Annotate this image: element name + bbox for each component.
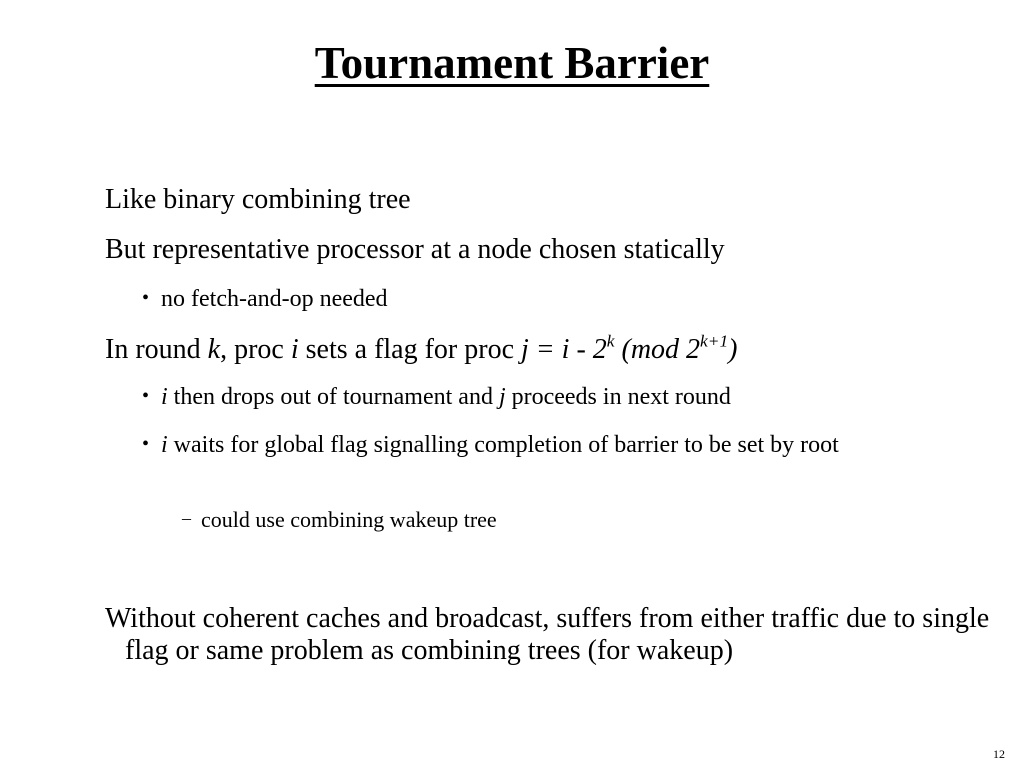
item-wakeup-tree-text: could use combining wakeup tree bbox=[201, 507, 497, 532]
item-drops-out bbox=[161, 382, 1001, 412]
bullet-marker: • bbox=[142, 287, 150, 309]
item-without-coherent-caches-text: Without coherent caches and broadcast, suffers from either traffic due to single flag or same problem as combining trees (for wakeup) bbox=[105, 603, 990, 666]
item-representative-processor bbox=[105, 234, 1000, 266]
item-no-fetch-and-op bbox=[161, 284, 1001, 314]
item-like-binary-tree bbox=[105, 184, 1000, 216]
round-k-exponent-k: k bbox=[606, 331, 615, 351]
round-k-mod: (mod 2 bbox=[614, 334, 701, 365]
round-k-text-1: In round bbox=[105, 334, 208, 365]
round-k-close-paren: ) bbox=[728, 334, 738, 365]
round-k-var-k: k bbox=[207, 334, 221, 365]
item-waits-global-flag bbox=[161, 430, 1001, 460]
waits-var-i: i bbox=[161, 432, 168, 458]
round-k-var-i: i bbox=[290, 334, 299, 365]
round-k-expression: j = i - 2 bbox=[521, 334, 607, 365]
bullet-marker: • bbox=[142, 385, 150, 407]
item-representative-processor-text: But representative processor at a node chosen statically bbox=[105, 234, 725, 265]
bullet-marker: • bbox=[142, 433, 150, 455]
waits-text: waits for global flag signalling completion of barrier to be set by root bbox=[167, 432, 839, 458]
item-no-fetch-and-op-text: no fetch-and-op needed bbox=[161, 286, 388, 312]
drops-out-var-j: j bbox=[498, 384, 506, 410]
item-without-coherent-caches bbox=[105, 603, 1005, 667]
drops-out-text-2: proceeds in next round bbox=[505, 384, 731, 410]
slide-title bbox=[0, 36, 1024, 90]
item-round-k bbox=[105, 331, 1000, 366]
page-number: 12 bbox=[993, 747, 1005, 761]
round-k-exponent-k-plus-1: k+1 bbox=[700, 331, 729, 351]
slide-title-text: Tournament Barrier bbox=[314, 38, 710, 88]
round-k-text-3: sets a flag for proc bbox=[298, 334, 521, 365]
dash-marker: – bbox=[182, 508, 191, 528]
drops-out-var-i: i bbox=[161, 384, 168, 410]
drops-out-text-1: then drops out of tournament and bbox=[167, 384, 499, 410]
item-like-binary-tree-text: Like binary combining tree bbox=[105, 184, 411, 215]
item-wakeup-tree bbox=[201, 506, 1001, 534]
round-k-text-2: , proc bbox=[220, 334, 291, 365]
